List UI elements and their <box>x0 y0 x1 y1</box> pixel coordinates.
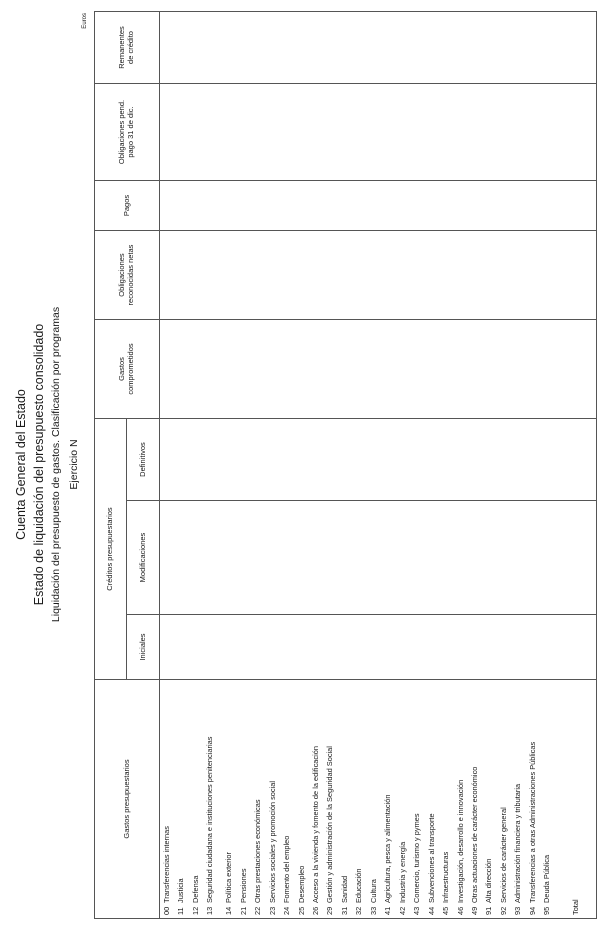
col-header-creditos: Créditos presupuestarios <box>105 507 115 591</box>
table-row <box>413 813 420 915</box>
report-subtitle: Estado de liquidación del presupuesto consolidado <box>32 323 46 606</box>
budget-table <box>94 11 597 919</box>
col-header-modificaciones: Modificaciones <box>137 532 147 583</box>
row-label: Seguridad ciudadana e instituciones penitenciarias <box>205 736 215 903</box>
col-divider <box>95 230 596 231</box>
table-row <box>269 781 276 915</box>
row-code: 12 <box>190 906 200 915</box>
col-divider <box>95 83 596 84</box>
table-row <box>543 855 550 915</box>
units-label: Euros <box>82 13 88 29</box>
table-row <box>442 852 449 915</box>
row-code: 44 <box>426 906 436 915</box>
table-row <box>206 737 213 915</box>
table-row <box>529 742 536 915</box>
row-label: Transferencias internas <box>162 826 171 903</box>
table-row <box>240 868 247 915</box>
row-label: Defensa <box>190 875 200 903</box>
row-code: 95 <box>542 906 552 915</box>
report-exercise: Ejercicio N <box>68 439 80 490</box>
table-row <box>370 879 377 915</box>
row-code: 00 <box>162 906 171 915</box>
row-code: 32 <box>354 906 364 915</box>
col-divider <box>95 180 596 181</box>
row-code: 29 <box>325 906 335 915</box>
row-label: Otras prestaciones económicas <box>253 799 263 903</box>
row-label: Acceso a la vivienda y fomento de la edificación <box>311 746 320 903</box>
report-title: Cuenta General del Estado <box>14 389 28 540</box>
table-row <box>341 876 348 915</box>
table-row <box>177 878 184 915</box>
col-header-gastos: Gastos presupuestarios <box>121 759 131 839</box>
row-label: Fomento del empleo <box>282 835 292 903</box>
table-row <box>298 866 305 915</box>
row-code: 94 <box>527 906 537 915</box>
row-label: Otras actuaciones de carácter económico <box>469 766 479 903</box>
col-header-definitivos: Definitivos <box>137 442 147 477</box>
row-label: Subvenciones al transporte <box>426 813 436 903</box>
col-header-pagos: Pagos <box>121 194 131 217</box>
row-code: 93 <box>513 906 523 915</box>
col-divider <box>95 418 596 419</box>
row-code: 31 <box>339 906 349 915</box>
row-label: Alta dirección <box>484 858 494 903</box>
row-code: 26 <box>311 906 320 915</box>
row-label: Desempleo <box>296 865 306 903</box>
row-label: Gestión y administración de la Seguridad Social <box>325 746 335 903</box>
row-code: 24 <box>282 906 292 915</box>
row-code: 21 <box>238 906 248 915</box>
row-label: Deuda Pública <box>542 854 552 903</box>
row-label: Cultura <box>368 879 378 903</box>
col-header-iniciales: Iniciales <box>137 633 147 661</box>
row-labels <box>163 683 593 915</box>
row-label: Investigación, desarrollo e innovación <box>455 779 465 903</box>
row-code: 92 <box>498 906 508 915</box>
row-code: 33 <box>368 906 378 915</box>
row-label: Sanidad <box>339 875 349 903</box>
col-divider <box>126 614 596 615</box>
row-label: Servicios de carácter general <box>498 807 508 903</box>
row-code: 46 <box>455 906 465 915</box>
col-header-remanentes: Remanentes de crédito <box>117 26 135 69</box>
table-row <box>428 813 435 915</box>
row-label: Educación <box>354 868 364 903</box>
col-header-obligaciones-reconocidas: Obligaciones reconocidas netas <box>117 244 135 306</box>
table-row <box>254 799 261 915</box>
table-row <box>457 780 464 915</box>
row-code: 23 <box>267 906 277 915</box>
col-divider <box>95 319 596 320</box>
table-row <box>163 826 170 915</box>
table-row <box>326 746 333 915</box>
table-row <box>485 859 492 915</box>
table-row <box>283 836 290 915</box>
row-label: Justicia <box>176 878 186 903</box>
row-label: Pensiones <box>238 868 248 903</box>
row-code: 25 <box>296 906 306 915</box>
row-label: Servicios sociales y promoción social <box>267 781 277 903</box>
report-description: Liquidación del presupuesto de gastos. Clasificación por programas <box>50 306 62 623</box>
header-separator <box>159 12 160 918</box>
row-label: Agricultura, pesca y alimentación <box>383 794 393 903</box>
table-row <box>312 746 319 915</box>
row-label: Infraestructuras <box>441 851 451 903</box>
row-label: Transferencias a otras Administraciones Públicas <box>527 741 537 903</box>
table-row <box>355 868 362 915</box>
row-code: 49 <box>469 906 479 915</box>
row-label: Comercio, turismo y pymes <box>412 813 422 903</box>
col-header-obligaciones-pendientes: Obligaciones pend. pago 31 de dic. <box>117 99 135 165</box>
col-divider <box>126 500 596 501</box>
col-header-gastos-comprometidos: Gastos comprometidos <box>117 343 135 395</box>
row-code: 11 <box>176 907 186 915</box>
table-row <box>399 842 406 915</box>
table-row <box>192 875 199 915</box>
row-code: 43 <box>412 906 422 915</box>
table-row <box>225 852 232 915</box>
table-row <box>384 795 391 915</box>
row-code: 91 <box>484 906 494 915</box>
total-row-label: Total <box>570 899 580 915</box>
row-code: 14 <box>224 906 234 915</box>
row-label: Industria y energía <box>397 841 407 903</box>
row-code: 42 <box>397 906 407 915</box>
table-row <box>471 767 478 915</box>
row-code: 22 <box>253 906 263 915</box>
row-label: Política exterior <box>224 852 234 903</box>
table-row <box>514 784 521 915</box>
table-row <box>500 807 507 915</box>
row-code: 45 <box>441 906 451 915</box>
col-divider <box>95 679 596 680</box>
row-code: 13 <box>205 906 215 915</box>
row-code: 41 <box>383 906 393 915</box>
row-label: Administración financiera y tributaria <box>513 783 523 903</box>
